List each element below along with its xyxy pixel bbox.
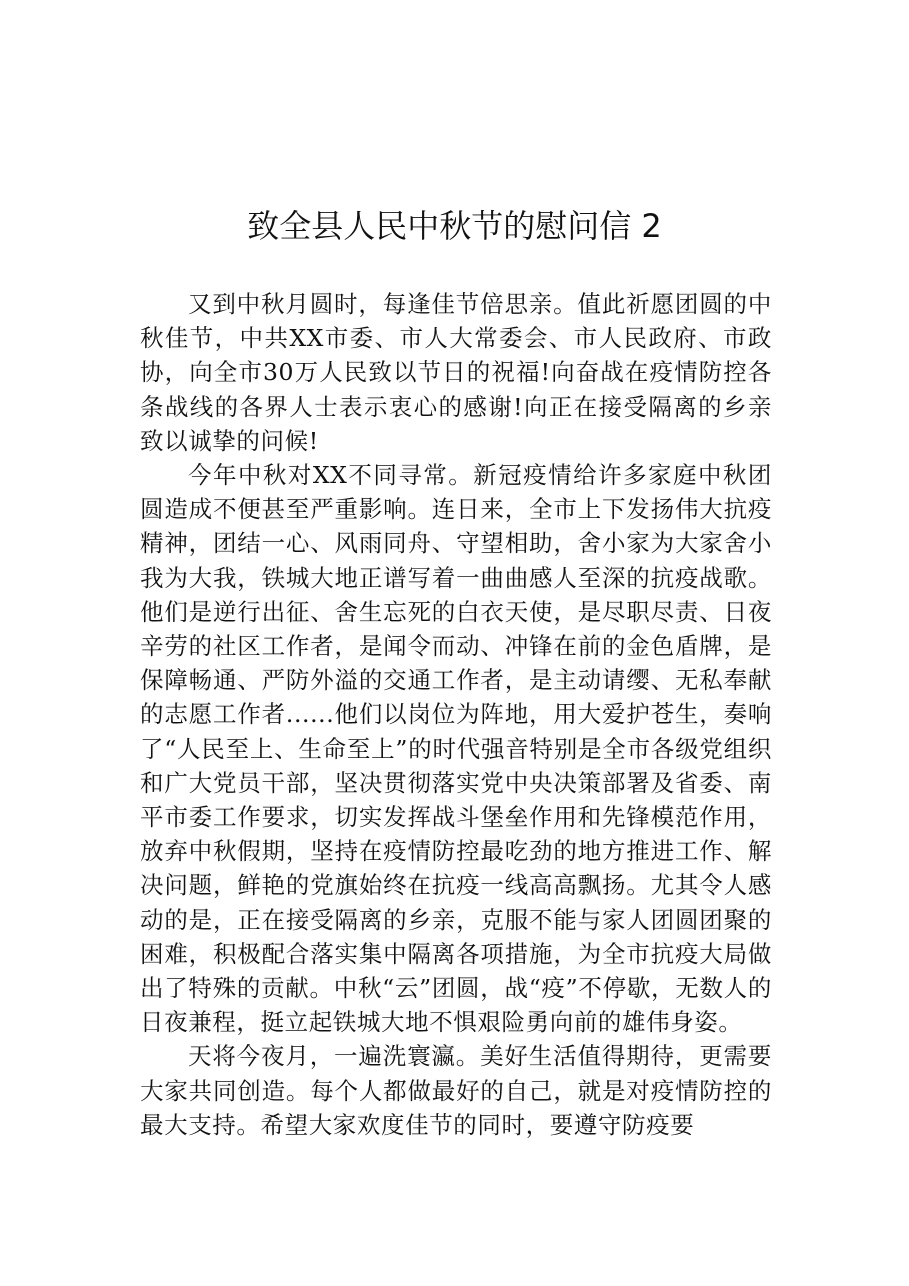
- paragraph-closing-appeal: 天将今夜月，一遍洗寰瀛。美好生活值得期待，更需要大家共同创造。每个人都做最好的自己，就是对疫情防控的最大支持。希望大家欢度佳节的同时，要遵守防疫要: [140, 1042, 772, 1139]
- letter-body: [140, 287, 772, 1142]
- paragraph-epidemic-tribute: 今年中秋对XX不同寻常。新冠疫情给许多家庭中秋团圆造成不便甚至严重影响。连日来，全市上下发扬伟大抗疫精神，团结一心、风雨同舟、守望相助，舍小家为大家舍小我为大我，铁城大地正谱写着一曲曲感人至深的抗疫战歌。他们是逆行出征、舍生忘死的白衣天使，是尽职尽责、日夜辛劳的社区工作者，是闻令而动、冲锋在前的金色盾牌，是保障畅通、严防外溢的交通工作者，是主动请缨、无私奉献的志愿工作者......他们以岗位为阵地，用大爱护苍生，奏响了“人民至上、生命至上”的时代强音特别是全市各级党组织和广大党员干部，坚决贯彻落实党中央决策部署及省委、南平市委工作要求，切实发挥战斗堡垒作用和先锋模范作用，放弃中秋假期，坚持在疫情防控最吃劲的地方推进工作、解决问题，鲜艳的党旗始终在抗疫一线高高飘扬。尤其令人感动的是，正在接受隔离的乡亲，克服不能与家人团圆团聚的困难，积极配合落实集中隔离各项措施，为全市抗疫大局做出了特殊的贡献。中秋“云”团圆，战“疫”不停歇，无数人的日夜兼程，挺立起铁城大地不惧艰险勇向前的雄伟身姿。: [140, 461, 772, 1037]
- document-title: 致全县人民中秋节的慰问信 2: [247, 207, 662, 245]
- paragraph-greeting: 又到中秋月圆时，每逢佳节倍思亲。值此祈愿团圆的中秋佳节，中共XX市委、市人大常委会、市人民政府、市政协，向全市30万人民致以节日的祝福!向奋战在疫情防控各条战线的各界人士表示衷心的感谢!向正在接受隔离的乡亲致以诚挚的问候!: [140, 290, 772, 455]
